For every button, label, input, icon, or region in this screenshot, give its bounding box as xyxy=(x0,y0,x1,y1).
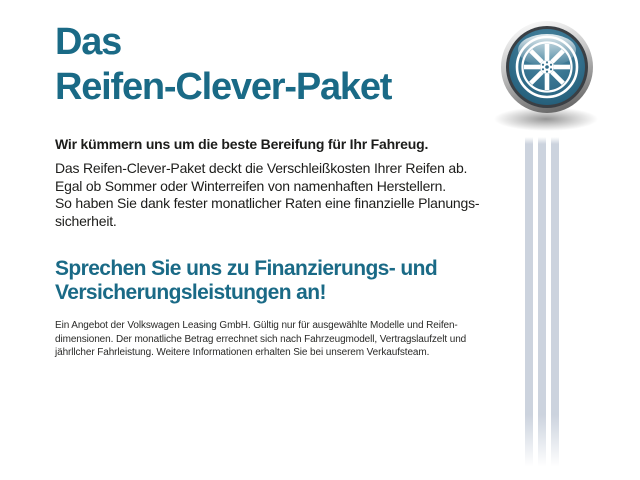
body-copy-line: So haben Sie dank fester monatlicher Raten eine finanzielle Planungs- xyxy=(55,195,480,211)
page-title-line1: Das xyxy=(55,21,122,63)
cta-heading xyxy=(55,257,437,305)
body-copy-line: Das Reifen-Clever-Paket deckt die Verschleißkosten Ihrer Reifen ab. xyxy=(55,160,468,176)
decorative-stripe xyxy=(538,137,546,467)
decorative-stripe xyxy=(525,137,533,467)
legal-line: Ein Angebot der Volkswagen Leasing GmbH. Gültig nur für ausgewählte Modelle und Reifen- xyxy=(55,320,458,331)
body-copy-line: Egal ob Sommer oder Winterreifen von namenhaften Herstellern. xyxy=(55,177,446,194)
legal-disclaimer xyxy=(55,319,466,360)
body-copy xyxy=(55,160,479,230)
page-title xyxy=(55,20,391,110)
body-copy-line: sicherheit. xyxy=(55,212,117,229)
cta-heading-line2: Versicherungsleistungen an! xyxy=(55,281,326,304)
legal-line: jährllcher Fahrleistung. Weitere Informationen erhalten Sie bei unserem Verkaufsteam. xyxy=(55,347,430,358)
tire-wheel-icon xyxy=(489,9,606,133)
page-title-line2: Reifen-Clever-Paket xyxy=(55,66,392,108)
subheading: Wir kümmern uns um die beste Bereifung für Ihr Fahreug. xyxy=(55,136,429,152)
legal-line: dimensionen. Der monatliche Betrag errechnet sich nach Fahrzeugmodell, Vertragslaufzelt und xyxy=(55,333,467,345)
cta-heading-line1: Sprechen Sie uns zu Finanzierungs- und xyxy=(55,257,438,280)
decorative-stripe xyxy=(551,137,559,467)
